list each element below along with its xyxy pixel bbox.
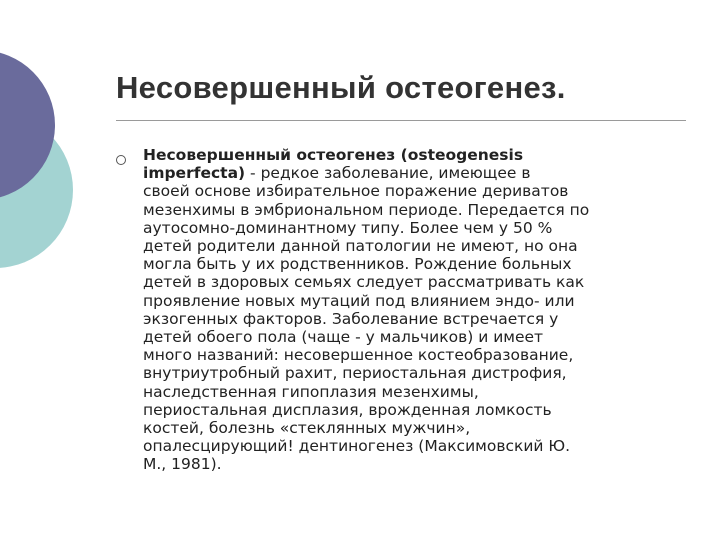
term-bold-2: imperfecta)	[143, 164, 246, 183]
slide-title: Несовершенный остеогенез.	[116, 70, 566, 105]
body-line: периостальная дисплазия, врожденная ломкость	[143, 400, 552, 419]
body-line: проявление новых мутаций под влиянием эндо- или	[143, 291, 575, 310]
body-line: детей обоего пола (чаще - у мальчиков) и имеет	[143, 328, 544, 347]
body-line: много названий: несовершенное костеобразование,	[143, 346, 574, 365]
body-line: аутосомно-доминантному типу. Более чем у 50 %	[143, 218, 553, 237]
body-line-text: - редкое заболевание, имеющее в	[245, 164, 531, 183]
body-line: своей основе избирательное поражение дериватов	[143, 182, 569, 201]
body-line: экзогенных факторов. Заболевание встречается у	[143, 309, 559, 328]
body-line	[143, 164, 695, 182]
body-line: детей в здоровых семьях следует рассматривать как	[143, 273, 585, 292]
body-line: опалесцирующий! дентиногенез (Максимовский Ю.	[143, 437, 571, 456]
body-line	[143, 146, 695, 164]
body-line: наследственная гипоплазия мезенхимы,	[143, 382, 479, 401]
term-bold: Несовершенный остеогенез (osteogenesis	[143, 146, 524, 164]
body-line: костей, болезнь «стеклянных мужчин»,	[143, 419, 471, 438]
body-line: М., 1981).	[143, 455, 222, 474]
body-line: мезенхимы в эмбриональном периоде. Передается по	[143, 200, 590, 219]
body-line: могла быть у их родственников. Рождение больных	[143, 255, 572, 274]
body-line: детей родители данной патологии не имеют, но она	[143, 237, 578, 256]
title-divider	[116, 120, 686, 121]
bullet-circle-icon	[116, 155, 126, 165]
slide-body-paragraph	[143, 146, 695, 474]
body-line: внутриутробный рахит, периостальная дистрофия,	[143, 364, 567, 383]
decorative-circles	[0, 0, 90, 300]
